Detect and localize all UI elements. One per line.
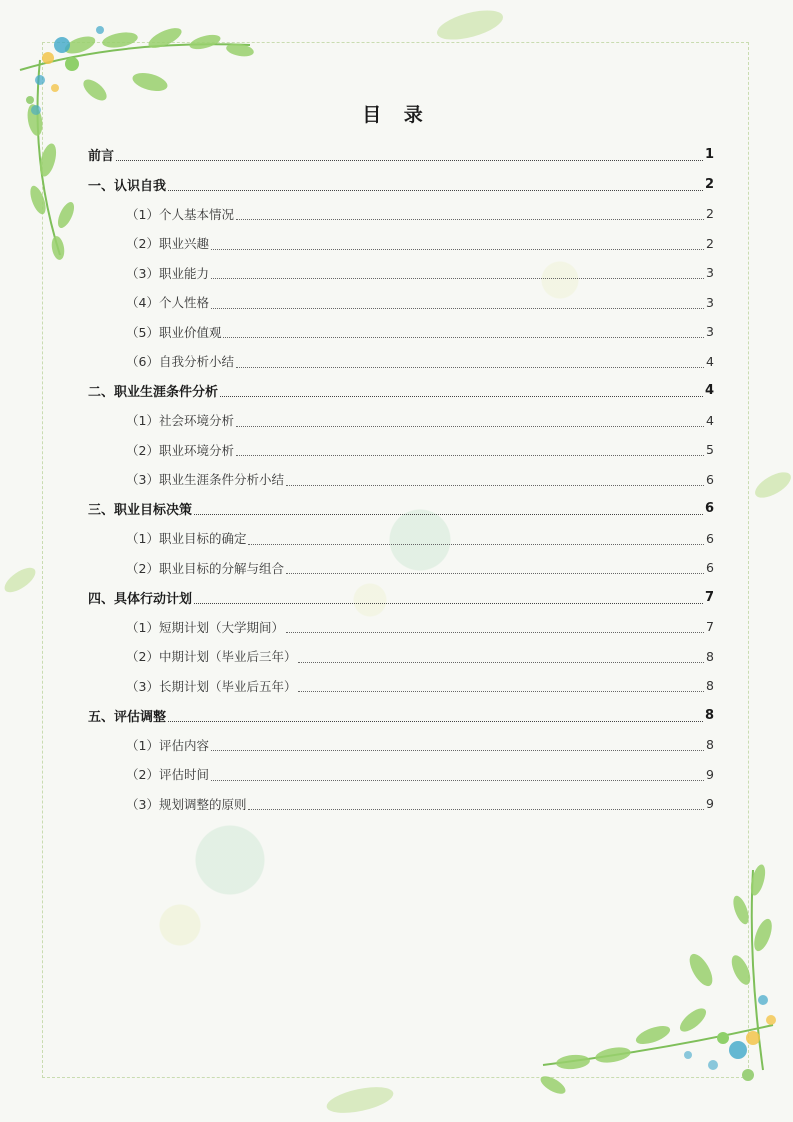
toc-dot-leader	[248, 799, 704, 810]
toc-dot-leader	[194, 593, 703, 604]
toc-dot-leader	[211, 298, 704, 309]
toc-entry-label: 三、职业目标决策	[88, 503, 193, 519]
toc-entry-label: 五、评估调整	[88, 709, 167, 725]
toc-section-entry[interactable]	[88, 258, 714, 288]
toc-page-number: 3	[706, 294, 714, 310]
toc-dot-leader	[211, 740, 704, 751]
toc-section-entry[interactable]	[88, 229, 714, 259]
toc-page-number: 8	[706, 678, 714, 694]
toc-dot-leader	[211, 770, 704, 781]
leaf-top-icon	[430, 5, 510, 45]
toc-entry-label: （2）职业兴趣	[126, 236, 209, 252]
toc-chapter-entry[interactable]	[88, 170, 714, 200]
toc-dot-leader	[236, 209, 704, 220]
toc-page-number: 8	[706, 737, 714, 753]
toc-entry-label: （1）职业目标的确定	[126, 531, 247, 547]
toc-entry-label: （1）个人基本情况	[126, 206, 234, 222]
toc-page-number: 2	[706, 235, 714, 251]
toc-page-number: 4	[706, 353, 714, 369]
toc-dot-leader	[286, 475, 704, 486]
toc-dot-leader	[286, 622, 704, 633]
toc-entry-label: （3）职业能力	[126, 265, 209, 281]
toc-chapter-entry[interactable]	[88, 494, 714, 524]
toc-section-entry[interactable]	[88, 612, 714, 642]
toc-entry-label: （3）长期计划（毕业后五年）	[126, 678, 297, 694]
toc-section-entry[interactable]	[88, 553, 714, 583]
toc-page-number: 6	[706, 471, 714, 487]
floral-corner-bottom-right-icon	[513, 850, 793, 1122]
toc-entry-label: （3）规划调整的原则	[126, 796, 247, 812]
toc-dot-leader	[194, 504, 703, 515]
toc-dot-leader	[223, 327, 704, 338]
toc-page-number: 2	[706, 206, 714, 222]
toc-page-number: 3	[706, 324, 714, 340]
toc-dot-leader	[236, 416, 704, 427]
toc-section-entry[interactable]	[88, 288, 714, 318]
toc-page-number: 6	[706, 530, 714, 546]
toc-entry-label: （2）评估时间	[126, 767, 209, 783]
toc-entry-label: （4）个人性格	[126, 295, 209, 311]
toc-entry-label: 二、职业生涯条件分析	[88, 385, 219, 401]
toc-section-entry[interactable]	[88, 465, 714, 495]
toc-section-entry[interactable]	[88, 524, 714, 554]
toc-page-number: 7	[706, 619, 714, 635]
toc-page-number: 3	[706, 265, 714, 281]
toc-section-entry[interactable]	[88, 642, 714, 672]
toc-dot-leader	[236, 445, 704, 456]
leaf-bottom-icon	[320, 1080, 400, 1120]
toc-entry-label: （1）社会环境分析	[126, 413, 234, 429]
toc-dot-leader	[168, 180, 703, 191]
table-of-contents	[88, 140, 714, 819]
toc-chapter-entry[interactable]	[88, 140, 714, 170]
toc-entry-label: 四、具体行动计划	[88, 591, 193, 607]
toc-entry-label: 前言	[88, 149, 115, 165]
toc-entry-label: （2）中期计划（毕业后三年）	[126, 649, 297, 665]
toc-chapter-entry[interactable]	[88, 701, 714, 731]
toc-page-number: 2	[704, 176, 714, 192]
toc-dot-leader	[116, 150, 703, 161]
page-title: 目 录	[362, 104, 431, 126]
toc-entry-label: （1）短期计划（大学期间）	[126, 619, 284, 635]
toc-section-entry[interactable]	[88, 435, 714, 465]
toc-dot-leader	[286, 563, 704, 574]
toc-page-number: 7	[704, 589, 714, 605]
toc-section-entry[interactable]	[88, 317, 714, 347]
toc-entry-label: （2）职业环境分析	[126, 442, 234, 458]
toc-page-number: 5	[706, 442, 714, 458]
leaf-right-icon	[748, 460, 793, 510]
toc-dot-leader	[298, 652, 704, 663]
toc-section-entry[interactable]	[88, 760, 714, 790]
toc-page-number: 4	[706, 412, 714, 428]
toc-dot-leader	[248, 534, 704, 545]
toc-entry-label: 一、认识自我	[88, 178, 167, 194]
toc-page-number: 9	[706, 796, 714, 812]
toc-page-number: 8	[706, 648, 714, 664]
toc-chapter-entry[interactable]	[88, 376, 714, 406]
toc-dot-leader	[236, 357, 704, 368]
toc-entry-label: （2）职业目标的分解与组合	[126, 560, 284, 576]
toc-page-number: 6	[706, 560, 714, 576]
toc-page-number: 9	[706, 766, 714, 782]
toc-section-entry[interactable]	[88, 347, 714, 377]
toc-dot-leader	[168, 711, 703, 722]
toc-section-entry[interactable]	[88, 406, 714, 436]
toc-page-number: 6	[704, 501, 714, 517]
toc-chapter-entry[interactable]	[88, 583, 714, 613]
toc-dot-leader	[298, 681, 704, 692]
toc-page-number: 1	[704, 147, 714, 163]
toc-dot-leader	[211, 239, 704, 250]
toc-section-entry[interactable]	[88, 199, 714, 229]
toc-page-number: 8	[704, 707, 714, 723]
toc-entry-label: （3）职业生涯条件分析小结	[126, 472, 284, 488]
toc-page-number: 4	[704, 383, 714, 399]
toc-section-entry[interactable]	[88, 730, 714, 760]
toc-entry-label: （5）职业价值观	[126, 324, 222, 340]
toc-dot-leader	[211, 268, 704, 279]
toc-entry-label: （6）自我分析小结	[126, 354, 234, 370]
toc-entry-label: （1）评估内容	[126, 737, 209, 753]
leaf-left-icon	[0, 560, 45, 600]
toc-section-entry[interactable]	[88, 789, 714, 819]
toc-dot-leader	[220, 386, 703, 397]
toc-section-entry[interactable]	[88, 671, 714, 701]
